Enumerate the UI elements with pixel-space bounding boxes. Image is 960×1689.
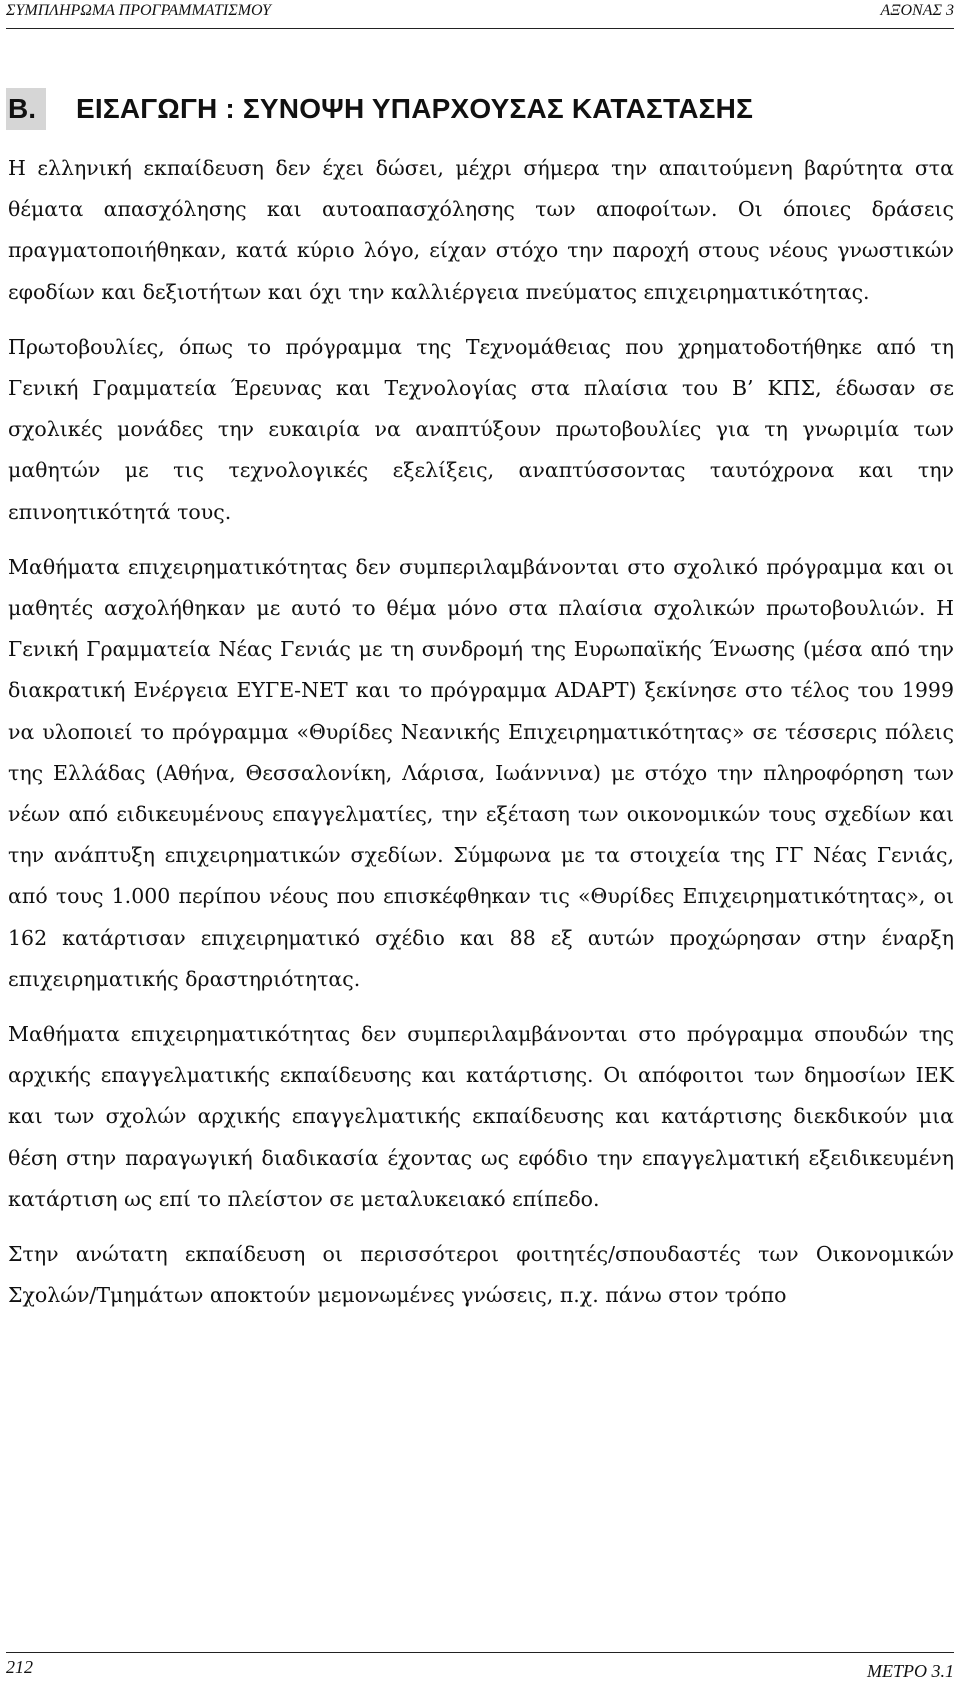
footer-measure-label: ΜΕΤΡΟ 3.1 [867, 1661, 954, 1681]
section-heading [6, 88, 954, 130]
paragraph-intro: Η ελληνική εκπαίδευση δεν έχει δώσει, μέχρι σήμερα την απαιτούμενη βαρύτητα στα θέματα απασχόλησης και αυτοαπασχόλησης των αποφοίτων. Οι όποιες δράσεις πραγματοποιήθηκαν, κατά κύριο λόγο, είχαν στόχο την παροχή στους νέους γνωστικών εφοδίων και δεξιοτήτων και όχι την καλλιέργεια πνεύματος επιχειρηματικότητας. [8, 156, 954, 304]
paragraph-initiatives: Πρωτοβουλίες, όπως το πρόγραμμα της Τεχνομάθειας που χρηματοδοτήθηκε από τη Γενική Γραμματεία Έρευνας και Τεχνολογίας στα πλαίσια του Β’ ΚΠΣ, έδωσαν σε σχολικές μονάδες την ευκαιρία να αναπτύξουν πρωτοβουλίες για τη γνωριμία των μαθητών με τις τεχνολογικές εξελίξεις, αναπτύσσοντας ταυτόχρονα και την επινοητικότητά τους. [8, 334, 954, 524]
section-letter: Β. [6, 88, 46, 130]
page-header [6, 0, 954, 29]
body-text [8, 148, 954, 1330]
paragraph-school-programs: Μαθήματα επιχειρηματικότητας δεν συμπεριλαμβάνονται στο σχολικό πρόγραμμα και οι μαθητές ασχολήθηκαν με αυτό το θέμα μόνο στα πλαίσια σχολικών πρωτοβουλιών. Η Γενική Γραμματεία Νέας Γενιάς με τη συνδρομή της Ευρωπαϊκής Ένωσης (μέσα από την διακρατική Ενέργεια ΕΥΓΕ-ΝΕΤ και το πρόγραμμα ADAPT) ξεκίνησε στο τέλος του 1999 να υλοποιεί το πρόγραμμα «Θυρίδες Νεανικής Επιχειρηματικότητας» σε τέσσερις πόλεις της Ελλάδας (Αθήνα, Θεσσαλονίκη, Λάρισα, Ιωάννινα) με στόχο την πληροφόρηση των νέων από ειδικευμένους επαγγελματίες, την εξέταση των οικονομικών τους σχεδίων και την ανάπτυξη επιχειρηματικών σχεδίων. Σύμφωνα με τα στοιχεία της ΓΓ Νέας Γενιάς, από τους 1.000 περίπου νέους που επισκέφθηκαν τις «Θυρίδες Επιχειρηματικότητας», οι 162 κατάρτισαν επιχειρηματικό σχέδιο και 88 εξ αυτών προχώρησαν στην έναρξη επιχειρηματικής δραστηριότητας. [8, 554, 954, 991]
paragraph-higher-education: Στην ανώτατη εκπαίδευση οι περισσότεροι φοιτητές/σπουδαστές των Οικονομικών Σχολών/Τμημάτων αποκτούν μεμονωμένες γνώσεις, π.χ. πάνω στον τρόπο [8, 1242, 954, 1308]
header-document-title: ΣΥΜΠΛΗΡΩΜΑ ΠΡΟΓΡΑΜΜΑΤΙΣΜΟΥ [6, 2, 271, 19]
section-title: ΕΙΣΑΓΩΓΗ : ΣΥΝΟΨΗ ΥΠΑΡΧΟΥΣΑΣ ΚΑΤΑΣΤΑΣΗΣ [76, 93, 754, 124]
page-footer [6, 1652, 954, 1689]
header-axis-label: ΑΞΟΝΑΣ 3 [880, 2, 954, 19]
paragraph-vocational: Μαθήματα επιχειρηματικότητας δεν συμπεριλαμβάνονται στο πρόγραμμα σπουδών της αρχικής επαγγελματικής εκπαίδευσης και κατάρτισης. Οι απόφοιτοι των δημοσίων ΙΕΚ και των σχολών αρχικής επαγγελματικής εκπαίδευσης και κατάρτισης διεκδικούν μια θέση στην παραγωγική διαδικασία έχοντας ως εφόδιο την επαγγελματική εξειδικευμένη κατάρτιση ως επί το πλείστον σε μεταλυκειακό επίπεδο. [8, 1022, 954, 1211]
page-number: 212 [6, 1657, 33, 1677]
